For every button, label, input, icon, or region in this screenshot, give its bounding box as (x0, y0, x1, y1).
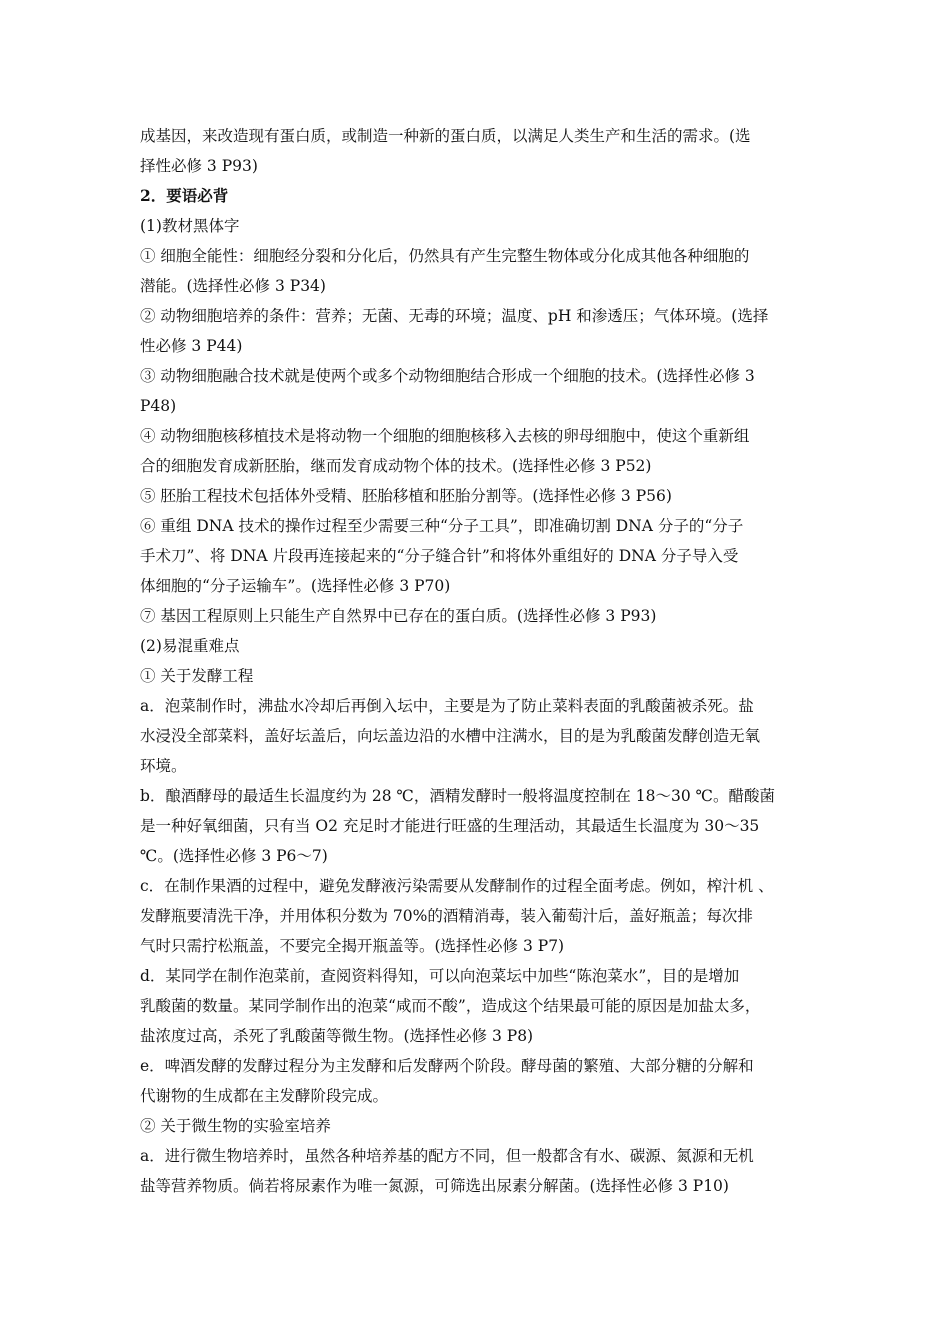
text-line: 合的细胞发育成新胚胎，继而发育成动物个体的技术。(选择性必修 3 P52) (140, 457, 652, 475)
text-line: 代谢物的生成都在主发酵阶段完成。 (140, 1087, 389, 1105)
list-item (140, 361, 812, 421)
list-item (140, 961, 812, 1051)
list-item (140, 781, 812, 871)
text-line: 手术刀”、将 DNA 片段再连接起来的“分子缝合针”和将体外重组好的 DNA 分子导入受 (140, 547, 739, 565)
text-line: ⑥ 重组 DNA 技术的操作过程至少需要三种“分子工具”，即准确切割 DNA 分子的“分子 (140, 517, 744, 535)
text-line: 水浸没全部菜料，盖好坛盖后，向坛盖边沿的水槽中注满水，目的是为乳酸菌发酵创造无氧 (140, 727, 761, 745)
text-line: d．某同学在制作泡菜前，查阅资料得知，可以向泡菜坛中加些“陈泡菜水”，目的是增加 (140, 967, 740, 985)
text-line: 发酵瓶要清洗干净，并用体积分数为 70%的酒精消毒，装入葡萄汁后，盖好瓶盖；每次排 (140, 907, 753, 925)
text-line: 择性必修 3 P93) (140, 157, 258, 175)
text-line: a．泡菜制作时，沸盐水冷却后再倒入坛中，主要是为了防止菜料表面的乳酸菌被杀死。盐 (140, 697, 754, 715)
list-item (140, 481, 812, 511)
text-line: ① 细胞全能性：细胞经分裂和分化后，仍然具有产生完整生物体或分化成其他各种细胞的 (140, 247, 750, 265)
text-line: ⑦ 基因工程原则上只能生产自然界中已存在的蛋白质。(选择性必修 3 P93) (140, 607, 657, 625)
list-item (140, 601, 812, 631)
topic-heading: ② 关于微生物的实验室培养 (140, 1117, 331, 1135)
text-line: 潜能。(选择性必修 3 P34) (140, 277, 326, 295)
text-line: 性必修 3 P44) (140, 337, 243, 355)
text-line: 乳酸菌的数量。某同学制作出的泡菜“咸而不酸”，造成这个结果最可能的原因是加盐太多， (140, 997, 761, 1015)
text-line: ④ 动物细胞核移植技术是将动物一个细胞的细胞核移入去核的卵母细胞中，使这个重新组 (140, 427, 750, 445)
subsection-heading: (2)易混重难点 (140, 637, 240, 655)
list-item (140, 691, 812, 781)
text-line: a．进行微生物培养时，虽然各种培养基的配方不同，但一般都含有水、碳源、氮源和无机 (140, 1147, 754, 1165)
text-line: e．啤酒发酵的发酵过程分为主发酵和后发酵两个阶段。酵母菌的繁殖、大部分糖的分解和 (140, 1057, 754, 1075)
text-line: 盐等营养物质。倘若将尿素作为唯一氮源，可筛选出尿素分解菌。(选择性必修 3 P10) (140, 1177, 729, 1195)
page-content (140, 121, 812, 1201)
text-line: ℃。(选择性必修 3 P6～7) (140, 847, 328, 865)
text-line: 环境。 (140, 757, 187, 775)
text-line: c．在制作果酒的过程中，避免发酵液污染需要从发酵制作的过程全面考虑。例如，榨汁机 、 (140, 877, 774, 895)
text-line: 成基因，来改造现有蛋白质，或制造一种新的蛋白质，以满足人类生产和生活的需求。(选 (140, 127, 751, 145)
text-line: 气时只需拧松瓶盖，不要完全揭开瓶盖等。(选择性必修 3 P7) (140, 937, 565, 955)
list-item (140, 511, 812, 601)
text-line: 体细胞的“分子运输车”。(选择性必修 3 P70) (140, 577, 451, 595)
section-heading: 2．要语必背 (140, 186, 229, 205)
list-item (140, 1051, 812, 1111)
text-line: b．酿酒酵母的最适生长温度约为 28 ℃，酒精发酵时一般将温度控制在 18～30 ℃。醋酸菌 (140, 787, 775, 805)
list-item (140, 421, 812, 481)
list-item (140, 241, 812, 301)
topic-heading: ① 关于发酵工程 (140, 667, 254, 685)
text-line: 盐浓度过高，杀死了乳酸菌等微生物。(选择性必修 3 P8) (140, 1027, 534, 1045)
list-item (140, 1141, 812, 1201)
list-item (140, 871, 812, 961)
text-line: ⑤ 胚胎工程技术包括体外受精、胚胎移植和胚胎分割等。(选择性必修 3 P56) (140, 487, 672, 505)
list-item (140, 301, 812, 361)
text-line: ③ 动物细胞融合技术就是使两个或多个动物细胞结合形成一个细胞的技术。(选择性必修 3 (140, 367, 755, 385)
text-line: 是一种好氧细菌，只有当 O2 充足时才能进行旺盛的生理活动，其最适生长温度为 30～35 (140, 817, 760, 835)
text-line: ② 动物细胞培养的条件：营养；无菌、无毒的环境；温度、pH 和渗透压；气体环境。(选择 (140, 307, 769, 325)
text-line: P48) (140, 397, 177, 415)
subsection-heading: (1)教材黑体字 (140, 217, 240, 235)
